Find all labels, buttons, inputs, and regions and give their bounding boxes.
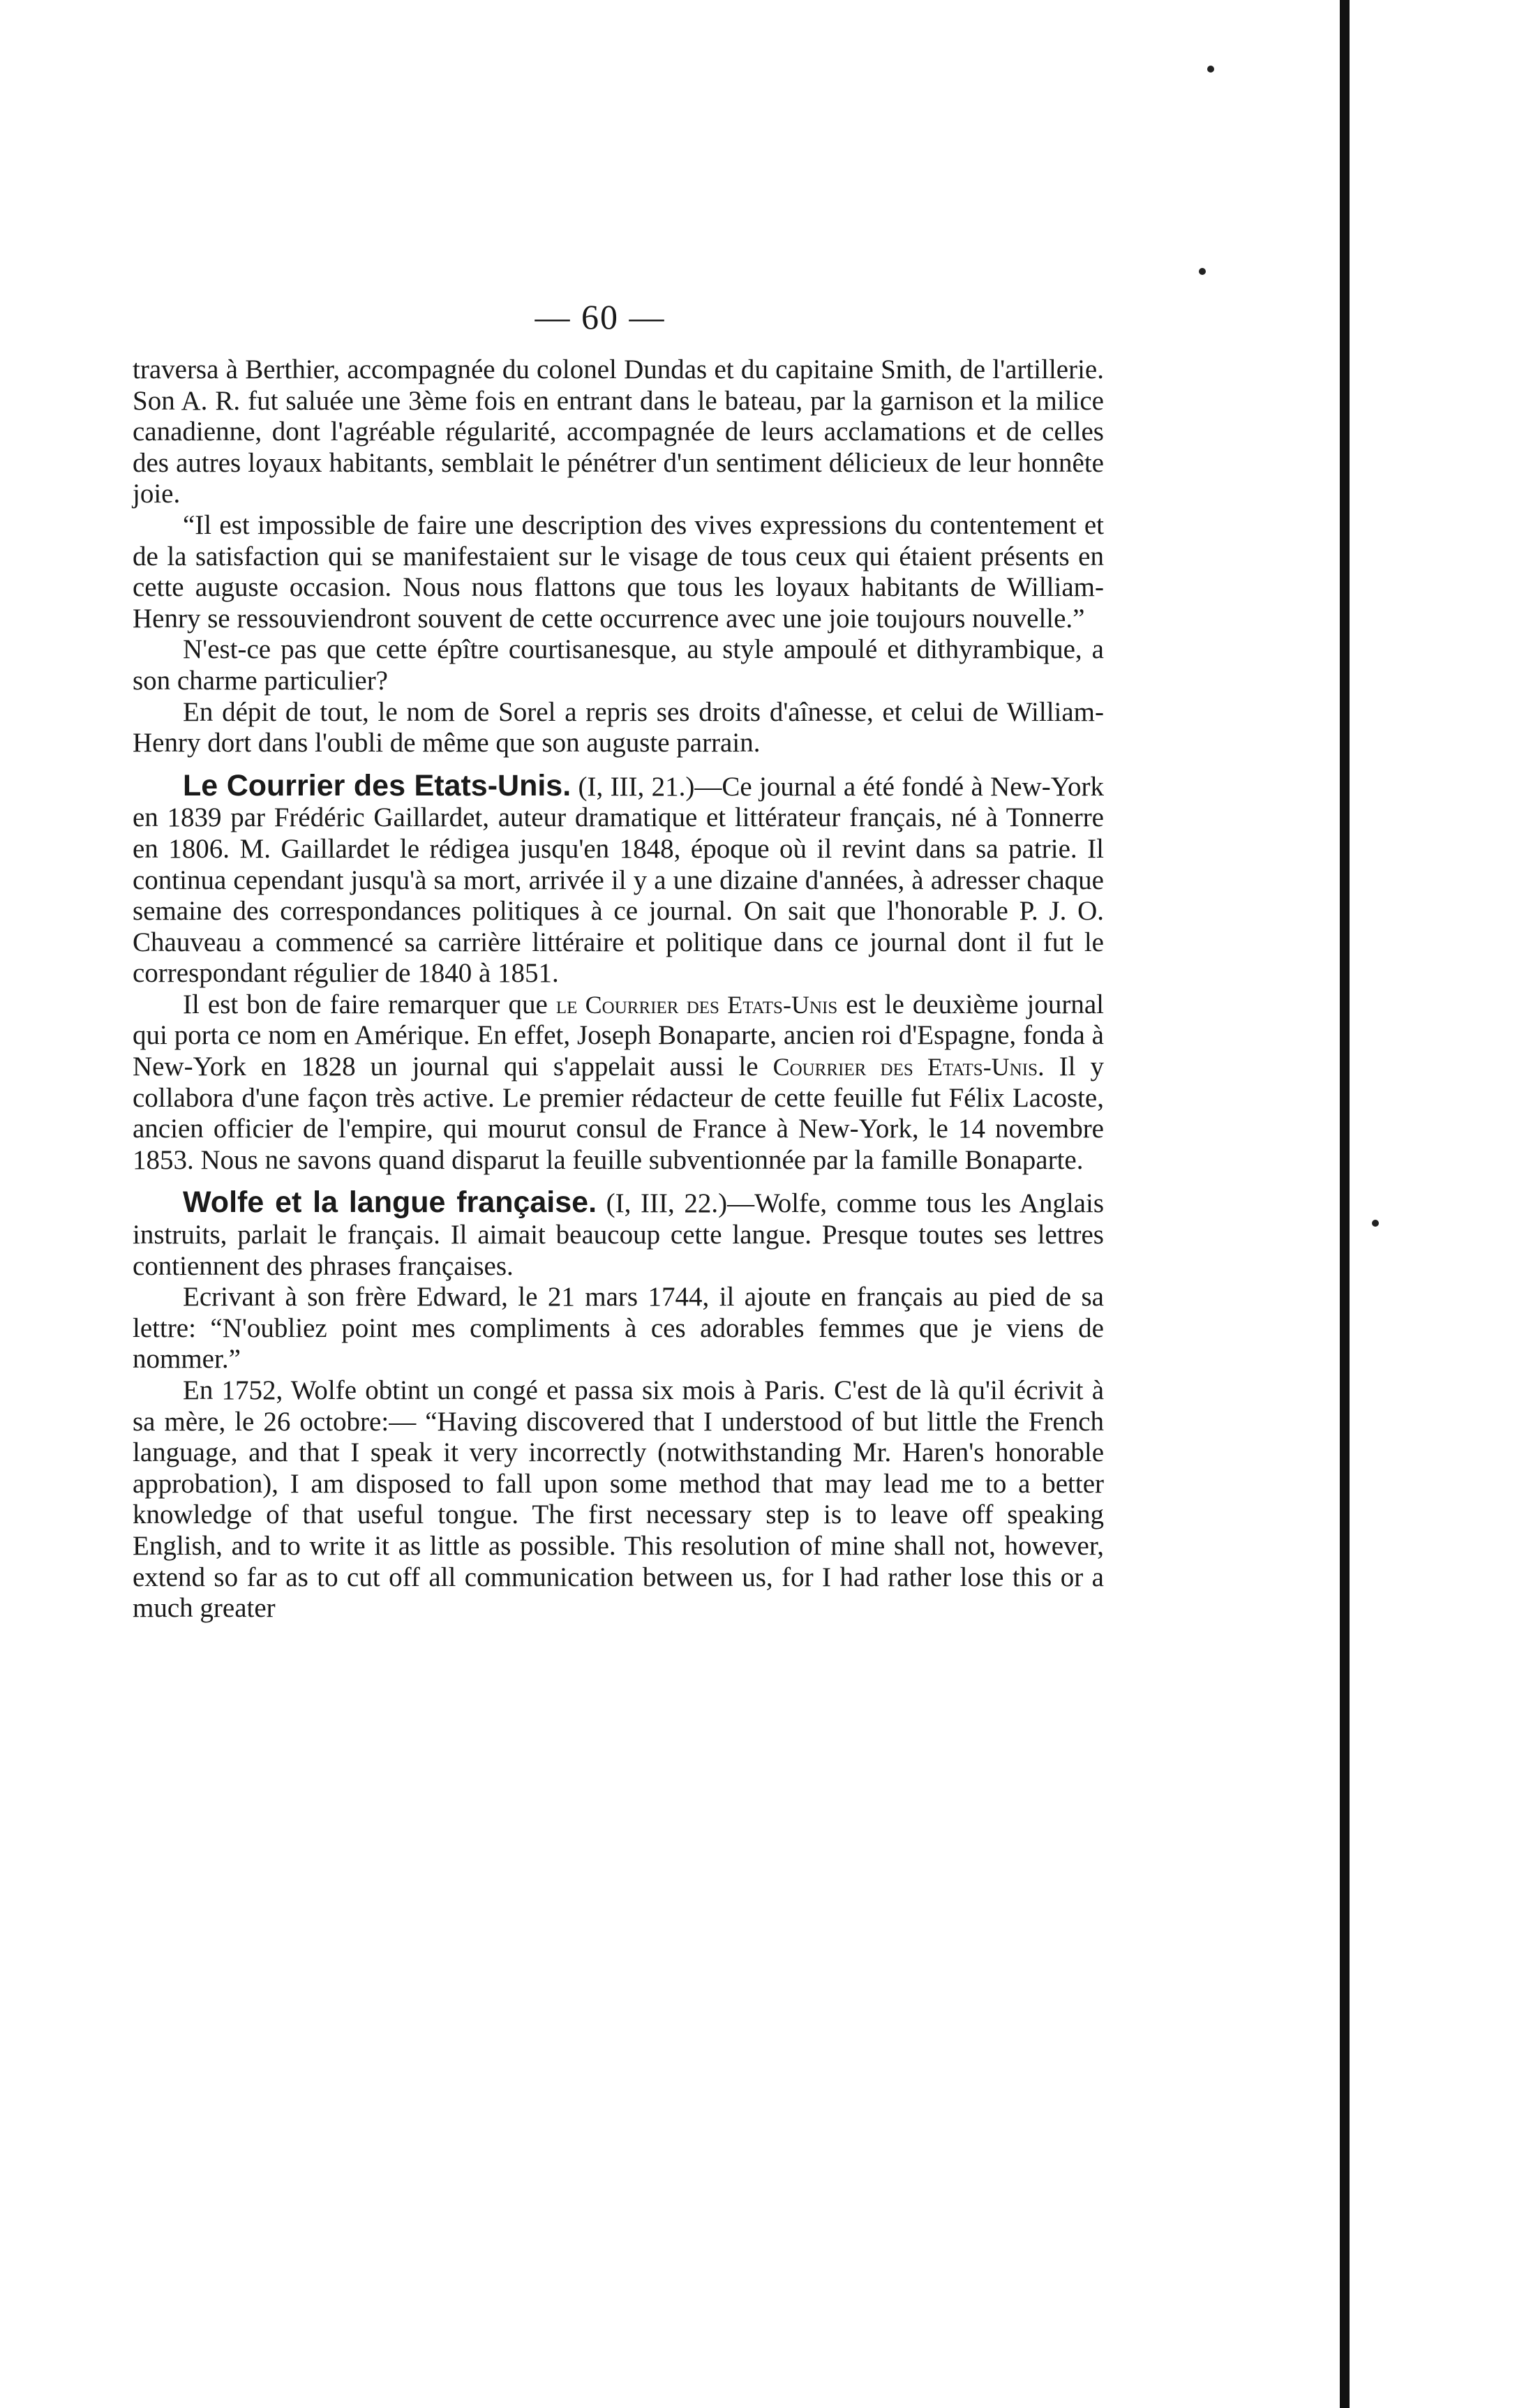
newspaper-name: Courrier des Etats-Unis: [772, 1053, 1038, 1082]
text-segment: . Il y collabora d'une façon très active. Le premier rédacteur de cette feuille fut Félix Lacoste, ancien officier de l'empire, qui mourut consul de France à New-York, le 14 novembre 1853. Nous ne savons quand disparut la feuille subventionnée par la famille Bonaparte.: [133, 1052, 1104, 1175]
scan-speck: [1207, 66, 1214, 73]
paragraph-sorel: En dépit de tout, le nom de Sorel a repris ses droits d'aînesse, et celui de William-Henry dort dans l'oubli de même que son auguste parrain.: [133, 696, 1104, 758]
paragraph-berthier: traversa à Berthier, accompagnée du colonel Dundas et du capitaine Smith, de l'artillerie. Son A. R. fut saluée une 3ème fois en entrant dans le bateau, par la garnison et la milice canadienne, dont l'agréable régularité, accompagnée de leurs acclamations et de celles des autres loyaux habitants, semblait le pénétrer d'un sentiment délicieux de leur honnête joie.: [133, 354, 1104, 509]
paragraph-deuxieme-journal: [133, 989, 1104, 1176]
entry-body-courrier: (I, III, 21.)—Ce journal a été fondé à New-York en 1839 par Frédéric Gaillardet, auteur dramatique et littérateur français, né à Tonnerre en 1806. M. Gaillardet le rédigea jusqu'en 1848, époque où il revint dans sa patrie. Il continua cependant jusqu'à sa mort, arrivée il y a une dizaine d'années, à adresser chaque semaine des correspondances politiques à ce journal. On sait que l'honorable P. J. O. Chauveau a commencé sa carrière littéraire et politique dans ce journal dont il fut le correspondant régulier de 1840 à 1851.: [133, 771, 1104, 989]
page-edge-scan-border: [1340, 0, 1350, 2408]
newspaper-name: le Courrier des Etats-Unis: [555, 990, 838, 1019]
page-number: — 60 —: [535, 297, 666, 336]
paragraph-lettre-edward: Ecrivant à son frère Edward, le 21 mars 1744, il ajoute en français au pied de sa lettre: “N'oubliez point mes compliments à ces adorables femmes que je viens de nommer.”: [133, 1282, 1104, 1375]
entry-heading-wolfe: Wolfe et la langue française.: [183, 1186, 597, 1220]
paragraph-epitre: N'est-ce pas que cette épître courtisanesque, au style ampoulé et dithyrambique, a son charme particulier?: [133, 634, 1104, 696]
body-text: [133, 354, 1104, 1624]
text-segment: Il est bon de faire remarquer que: [183, 989, 556, 1019]
entry-wolfe-langue-francaise: [133, 1187, 1104, 1282]
entry-courrier-des-etats-unis: [133, 770, 1104, 989]
entry-heading-courrier: Le Courrier des Etats-Unis.: [183, 768, 572, 802]
paragraph-quote-william-henry: “Il est impossible de faire une description des vives expressions du contentement et de la satisfaction qui se manifestaient sur le visage de tous ceux qui étaient présents en cette auguste occasion. Nous nous flattons que tous les loyaux habitants de William-Henry se ressouviendront souvent de cette occurrence avec une joie toujours nouvelle.”: [133, 509, 1104, 634]
paragraph-paris-1752: En 1752, Wolfe obtint un congé et passa six mois à Paris. C'est de là qu'il écrivit à sa mère, le 26 octobre:— “Having discovered that I understood of but little the French language, and that I speak it very incorrectly (notwithstanding Mr. Haren's honorable approbation), I am disposed to fall upon some method that may lead me to a better knowledge of that useful tongue. The first necessary step is to leave off speaking English, and to write it as little as possible. This resolution of mine shall not, however, extend so far as to cut off all communication between us, for I had rather lose this or a much greater: [133, 1375, 1104, 1624]
text-segment: est le deuxième journal qui porta ce nom en Amérique. En effet, Joseph Bonaparte, ancien roi d'Espagne, fonda à New-York en 1828 un journal qui s'appelait aussi le: [133, 989, 1104, 1082]
entry-body-wolfe: (I, III, 22.)—Wolfe, comme tous les Anglais instruits, parlait le français. Il aimait beaucoup cette langue. Presque toutes ses lettres contiennent des phrases françaises.: [133, 1188, 1104, 1281]
scan-speck: [1199, 268, 1206, 275]
scan-speck: [1372, 1220, 1379, 1227]
